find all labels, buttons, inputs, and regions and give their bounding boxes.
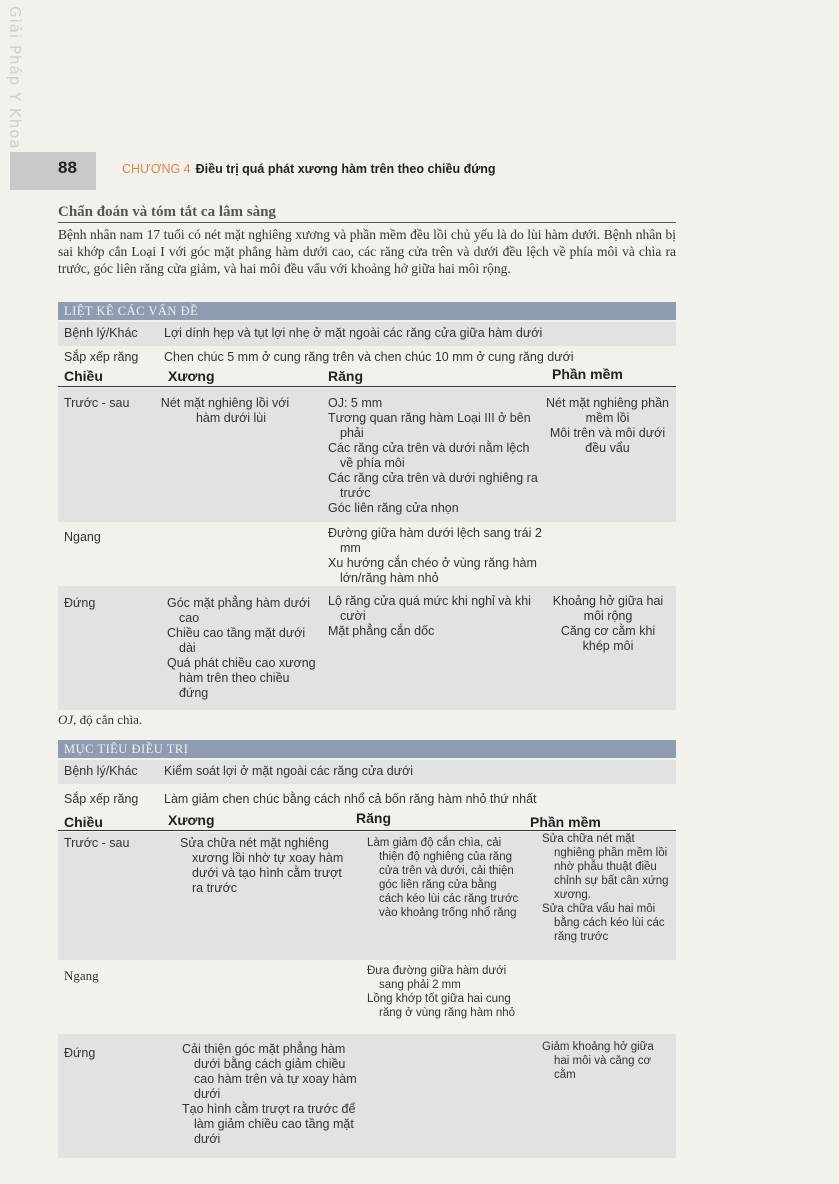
list-item: Lồng khớp tốt giữa hai cung răng ở vùng răng hàm nhỏ bbox=[367, 993, 516, 1019]
goals-pathology-label: Bệnh lý/Khác bbox=[64, 764, 138, 778]
list-item: Khoảng hở giữa hai môi rộng bbox=[552, 594, 664, 623]
problem-alignment-label: Sắp xếp răng bbox=[64, 350, 139, 364]
problem-row-ap-dimension: Trước - sau bbox=[64, 396, 130, 410]
problem-row-vertical-skeletal bbox=[167, 596, 317, 701]
list-item: Xu hướng cắn chéo ở vùng răng hàm lớn/răng hàm nhỏ bbox=[328, 556, 537, 585]
list-item: Giảm khoảng hở giữa hai môi và căng cơ cằm bbox=[542, 1041, 654, 1081]
problem-row-ap-skeletal bbox=[160, 396, 290, 426]
problem-col-dental: Răng bbox=[328, 368, 363, 384]
list-item: Căng cơ cằm khi khép môi bbox=[560, 624, 656, 653]
list-item: Góc mặt phẳng hàm dưới cao bbox=[167, 596, 311, 625]
list-item: Tạo hình cằm trượt ra trước để làm giảm chiều cao tầng mặt dưới bbox=[182, 1102, 356, 1146]
problem-list-header: LIỆT KÊ CÁC VẤN ĐỀ bbox=[58, 302, 676, 320]
footnote-text: , độ cắn chìa. bbox=[73, 712, 143, 727]
goals-row-transverse-dental bbox=[367, 964, 522, 1020]
goals-row-vertical-skeletal bbox=[182, 1042, 362, 1147]
chapter-label: CHƯƠNG 4 bbox=[122, 162, 191, 176]
goals-row-ap-dental bbox=[367, 836, 522, 920]
section-title: Chẩn đoán và tóm tắt ca lâm sàng bbox=[58, 204, 676, 223]
list-item: Các răng cửa trên và dưới nằm lệch về phía môi bbox=[328, 441, 530, 470]
goals-row-vertical-dimension: Đứng bbox=[64, 1046, 96, 1060]
goals-pathology-value: Kiểm soát lợi ở mặt ngoài các răng cửa dưới bbox=[164, 764, 414, 778]
case-summary: Bệnh nhân nam 17 tuổi có nét mặt nghiêng xương và phần mềm đều lồi chủ yếu là do lùi hàm dưới. Bệnh nhân bị sai khớp cắn Loại I với góc mặt phẳng hàm dưới cao, các răng cửa trên và dưới đều lệch về phía môi và chìa ra trước, góc liên răng cửa giảm, và hai môi đều vẩu với khoảng hở giữa hai môi rộng. bbox=[58, 227, 676, 276]
problem-row-ap-dental bbox=[328, 396, 544, 516]
watermark-text: Giải Pháp Y Khoa bbox=[6, 6, 24, 150]
list-item: Lộ răng cửa quá mức khi nghỉ và khi cười bbox=[328, 594, 531, 623]
list-item: Đường giữa hàm dưới lệch sang trái 2 mm bbox=[328, 526, 542, 555]
problem-row-vertical-soft bbox=[548, 594, 668, 654]
problem-col-skeletal: Xương bbox=[168, 368, 215, 384]
problem-row-vertical-dental bbox=[328, 594, 544, 639]
list-item: OJ: 5 mm bbox=[328, 396, 383, 410]
goals-header-rule bbox=[58, 830, 676, 831]
problem-pathology-label: Bệnh lý/Khác bbox=[64, 326, 138, 340]
list-item: Các răng cửa trên và dưới nghiêng ra trước bbox=[328, 471, 538, 500]
chapter-title: Điều trị quá phát xương hàm trên theo chiều đứng bbox=[195, 162, 496, 176]
problem-col-dimension: Chiều bbox=[64, 368, 103, 384]
problem-row-transverse-dental bbox=[328, 526, 544, 586]
list-item: Chiều cao tầng mặt dưới dài bbox=[167, 626, 306, 655]
goals-col-dental: Răng bbox=[356, 810, 391, 826]
problem-pathology-value: Lợi dính hẹp và tụt lợi nhẹ ở mặt ngoài các răng cửa giữa hàm dưới bbox=[164, 326, 543, 340]
list-item: Môi trên và môi dưới đều vẩu bbox=[549, 426, 666, 455]
problem-header-rule bbox=[58, 386, 676, 387]
page-number: 88 bbox=[58, 158, 77, 177]
problem-col-soft: Phần mềm bbox=[552, 366, 623, 382]
list-item: Sửa chữa nét mặt nghiêng xương lồi nhờ tự xoay hàm dưới và tạo hình cằm trượt ra trước bbox=[180, 836, 344, 895]
list-item: Cải thiện góc mặt phẳng hàm dưới bằng cách giảm chiều cao hàm trên và tự xoay hàm dưới bbox=[182, 1042, 357, 1101]
problem-alignment-value: Chen chúc 5 mm ở cung răng trên và chen chúc 10 mm ở cung răng dưới bbox=[164, 350, 574, 364]
problem-row-transverse-dimension: Ngang bbox=[64, 530, 101, 544]
problem-row-ap-soft bbox=[545, 396, 670, 456]
goals-col-dimension: Chiều bbox=[64, 814, 103, 830]
goals-row-ap-skeletal bbox=[180, 836, 350, 896]
list-item: Nét mặt nghiêng lồi với hàm dưới lùi bbox=[160, 396, 290, 425]
goals-header: MỤC TIÊU ĐIỀU TRỊ bbox=[58, 740, 676, 758]
footnote-abbr: OJ bbox=[58, 712, 74, 727]
list-item: Tương quan răng hàm Loại III ở bên phải bbox=[328, 411, 531, 440]
goals-alignment-label: Sắp xếp răng bbox=[64, 792, 139, 806]
goals-col-skeletal: Xương bbox=[168, 812, 215, 828]
list-item: Đưa đường giữa hàm dưới sang phải 2 mm bbox=[367, 965, 507, 991]
goals-row-ap-dimension: Trước - sau bbox=[64, 836, 130, 850]
problem-row-vertical-dimension: Đứng bbox=[64, 596, 96, 610]
goals-col-soft: Phần mềm bbox=[530, 814, 601, 830]
list-item: Quá phát chiều cao xương hàm trên theo chiều đứng bbox=[167, 656, 316, 700]
list-item: Góc liên răng cửa nhọn bbox=[328, 501, 459, 515]
chapter-header bbox=[122, 162, 496, 176]
footnote bbox=[58, 712, 142, 728]
list-item: Làm giảm độ cắn chìa, cải thiện độ nghiêng của răng cửa trên và dưới, cải thiện góc liên răng cửa bằng cách kéo lùi các răng trước vào khoảng trống nhổ răng bbox=[367, 837, 519, 919]
goals-row-vertical-soft bbox=[542, 1040, 672, 1082]
list-item: Nét mặt nghiêng phần mềm lồi bbox=[545, 396, 669, 425]
page-number-tab bbox=[10, 152, 96, 190]
list-item: Sửa chữa vẩu hai môi bằng cách kéo lùi các răng trước bbox=[542, 903, 665, 943]
goals-row-transverse-dimension: Ngang bbox=[64, 968, 99, 983]
goals-alignment-value: Làm giảm chen chúc bằng cách nhổ cả bốn răng hàm nhỏ thứ nhất bbox=[164, 792, 537, 806]
goals-row-ap-soft bbox=[542, 832, 674, 944]
list-item: Mặt phẳng cắn dốc bbox=[328, 624, 435, 638]
list-item: Sửa chữa nét mặt nghiêng phần mềm lồi nhờ phẫu thuật điều chỉnh sự bất cân xứng xương. bbox=[542, 833, 669, 901]
